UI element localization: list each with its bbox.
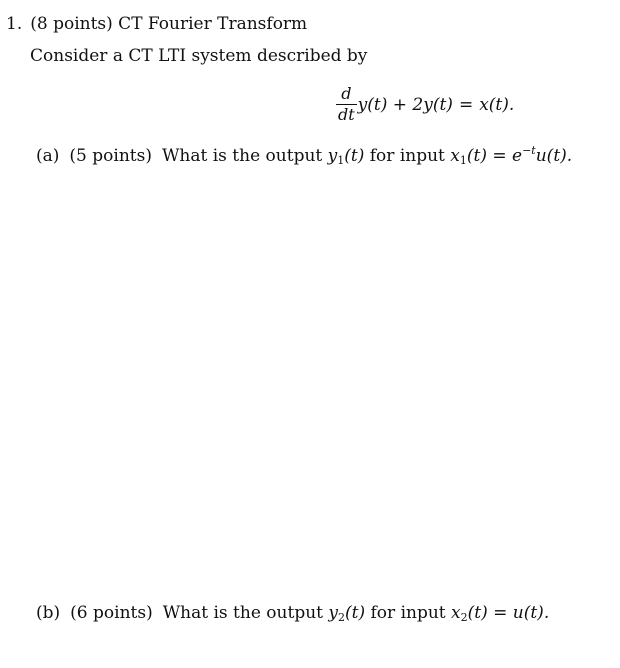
- problem-title: (8 points) CT Fourier Transform: [30, 14, 308, 34]
- equation-rhs: x(t).: [479, 94, 515, 115]
- answer-space-a: [36, 180, 596, 580]
- part-b-question: [36, 603, 549, 623]
- part-b-output: $y_2(t)$: [328, 603, 366, 624]
- part-b-input: $x_2(t) = u(t)$.: [451, 603, 550, 624]
- part-b-label: (b): [36, 603, 61, 623]
- part-a-text-mid: for input: [369, 146, 445, 166]
- problem-intro: Consider a CT LTI system described by: [30, 46, 368, 66]
- part-a-text-before: What is the output: [161, 146, 323, 166]
- problem-number: 1.: [6, 14, 23, 34]
- part-a-points: (5 points): [69, 146, 152, 166]
- derivative-fraction: [336, 86, 357, 123]
- part-a-output: $y_1(t)$: [327, 146, 365, 167]
- problem-header: [6, 14, 307, 34]
- differential-equation: [336, 86, 514, 123]
- part-b-text-mid: for input: [370, 603, 446, 623]
- fraction-denominator: dt: [338, 105, 355, 124]
- part-b-text-before: What is the output: [162, 603, 323, 623]
- fraction-numerator: d: [341, 84, 352, 103]
- part-a-label: (a): [36, 146, 60, 166]
- part-a-question: [36, 146, 572, 166]
- equation-equals: =: [458, 94, 474, 115]
- part-a-input: $x_1(t) = e^{-t}u(t)$.: [450, 144, 573, 167]
- equation-lhs: y(t) + 2y(t): [357, 94, 453, 115]
- part-b-points: (6 points): [70, 603, 153, 623]
